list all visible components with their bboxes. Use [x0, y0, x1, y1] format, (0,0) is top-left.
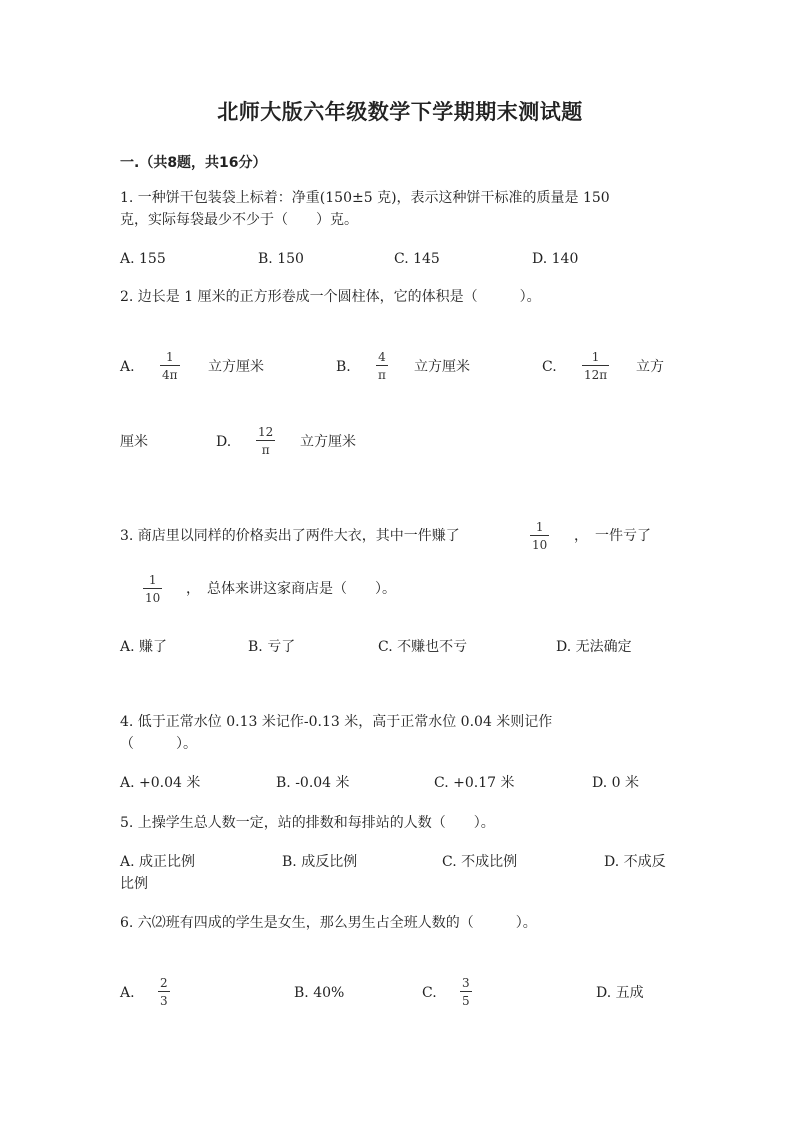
- fraction-denominator: π: [378, 368, 386, 382]
- question-2-option-c-unit: 立方: [636, 359, 664, 375]
- fraction-numerator: 12: [258, 425, 274, 439]
- question-2-option-d-label[interactable]: D.: [216, 434, 232, 450]
- fraction-denominator: π: [261, 443, 270, 457]
- question-1-option-a[interactable]: A. 155: [120, 251, 166, 267]
- fraction-numerator: 4: [378, 350, 386, 364]
- question-5-option-a[interactable]: A. 成正比例: [120, 854, 196, 870]
- question-3-option-d[interactable]: D. 无法确定: [556, 639, 632, 655]
- question-6-option-a-label[interactable]: A.: [120, 985, 135, 1001]
- fraction-denominator: 12π: [584, 368, 608, 382]
- question-6-option-c-label[interactable]: C.: [422, 985, 437, 1001]
- question-3-text-part-3: ， 总体来讲这家商店是（ ）。: [186, 581, 396, 597]
- question-1-line-1: 1. 一种饼干包装袋上标着：净重(150±5 克)，表示这种饼干标准的质量是 150: [120, 190, 610, 206]
- fraction-numerator: 1: [591, 350, 600, 364]
- fraction-numerator: 1: [165, 350, 174, 364]
- question-1-option-d[interactable]: D. 140: [532, 251, 579, 267]
- question-6-option-d[interactable]: D. 五成: [596, 985, 644, 1001]
- question-2-option-b-label[interactable]: B.: [336, 359, 351, 375]
- fraction-bar: [143, 588, 162, 589]
- fraction-denominator: 10: [145, 591, 161, 605]
- fraction-bar: [376, 365, 388, 366]
- question-6-text: 6. 六⑵班有四成的学生是女生，那么男生占全班人数的（ ）。: [120, 915, 537, 931]
- question-3-fraction-2: [143, 573, 162, 605]
- question-2-option-a-label[interactable]: A.: [120, 359, 135, 375]
- question-2-option-d-unit: 立方厘米: [300, 434, 356, 450]
- question-5-option-b[interactable]: B. 成反比例: [282, 854, 358, 870]
- question-5-option-d-continued: 比例: [120, 876, 148, 892]
- question-2-option-a-fraction: [160, 350, 180, 382]
- fraction-denominator: 5: [462, 994, 470, 1008]
- fraction-bar: [460, 991, 472, 992]
- question-4-option-a[interactable]: A. +0.04 米: [120, 775, 201, 791]
- question-2-option-b-fraction: [376, 350, 388, 382]
- fraction-denominator: 10: [532, 538, 548, 552]
- fraction-bar: [582, 365, 609, 366]
- fraction-numerator: 1: [535, 520, 544, 534]
- question-5-option-d[interactable]: D. 不成反: [604, 854, 666, 870]
- question-2-option-c-unit-continued: 厘米: [120, 434, 148, 450]
- question-6-option-b[interactable]: B. 40%: [294, 985, 345, 1001]
- question-3-text-part-1: 3. 商店里以同样的价格卖出了两件大衣，其中一件赚了: [120, 528, 460, 544]
- fraction-bar: [530, 535, 549, 536]
- question-5-option-c[interactable]: C. 不成比例: [442, 854, 518, 870]
- fraction-denominator: 4π: [162, 368, 178, 382]
- question-2-option-a-unit: 立方厘米: [208, 359, 264, 375]
- fraction-denominator: 3: [160, 994, 168, 1008]
- fraction-numerator: 1: [148, 573, 157, 587]
- question-2-option-d-fraction: [256, 425, 275, 457]
- fraction-bar: [256, 440, 275, 441]
- fraction-numerator: 2: [160, 976, 168, 990]
- question-1-option-c[interactable]: C. 145: [394, 251, 440, 267]
- question-1-line-2: 克，实际每袋最少不少于（ ）克。: [120, 212, 358, 228]
- question-2-option-b-unit: 立方厘米: [414, 359, 470, 375]
- question-3-option-c[interactable]: C. 不赚也不亏: [378, 639, 468, 655]
- page-title: 北师大版六年级数学下学期期末测试题: [217, 100, 583, 124]
- question-2-option-c-fraction: [582, 350, 609, 382]
- question-2-option-c-label[interactable]: C.: [542, 359, 557, 375]
- fraction-bar: [158, 991, 170, 992]
- question-3-fraction-1: [530, 520, 549, 552]
- question-6-option-a-fraction: [158, 976, 170, 1008]
- question-3-option-b[interactable]: B. 亏了: [248, 639, 296, 655]
- question-6-option-c-fraction: [460, 976, 472, 1008]
- question-3-option-a[interactable]: A. 赚了: [120, 639, 168, 655]
- question-1-option-b[interactable]: B. 150: [258, 251, 304, 267]
- question-3-text-part-2: ， 一件亏了: [574, 528, 651, 544]
- question-4-option-c[interactable]: C. +0.17 米: [434, 775, 515, 791]
- question-4-option-d[interactable]: D. 0 米: [592, 775, 639, 791]
- question-5-text: 5. 上操学生总人数一定，站的排数和每排站的人数（ ）。: [120, 815, 495, 831]
- question-4-line-1: 4. 低于正常水位 0.13 米记作-0.13 米，高于正常水位 0.04 米则记作: [120, 714, 553, 730]
- section-heading: 一.（共8题，共16分）: [120, 155, 267, 171]
- question-2-text: 2. 边长是 1 厘米的正方形卷成一个圆柱体，它的体积是（ ）。: [120, 289, 541, 305]
- question-4-line-2: （ ）。: [120, 736, 197, 752]
- question-4-option-b[interactable]: B. -0.04 米: [276, 775, 350, 791]
- fraction-bar: [160, 365, 180, 366]
- fraction-numerator: 3: [462, 976, 470, 990]
